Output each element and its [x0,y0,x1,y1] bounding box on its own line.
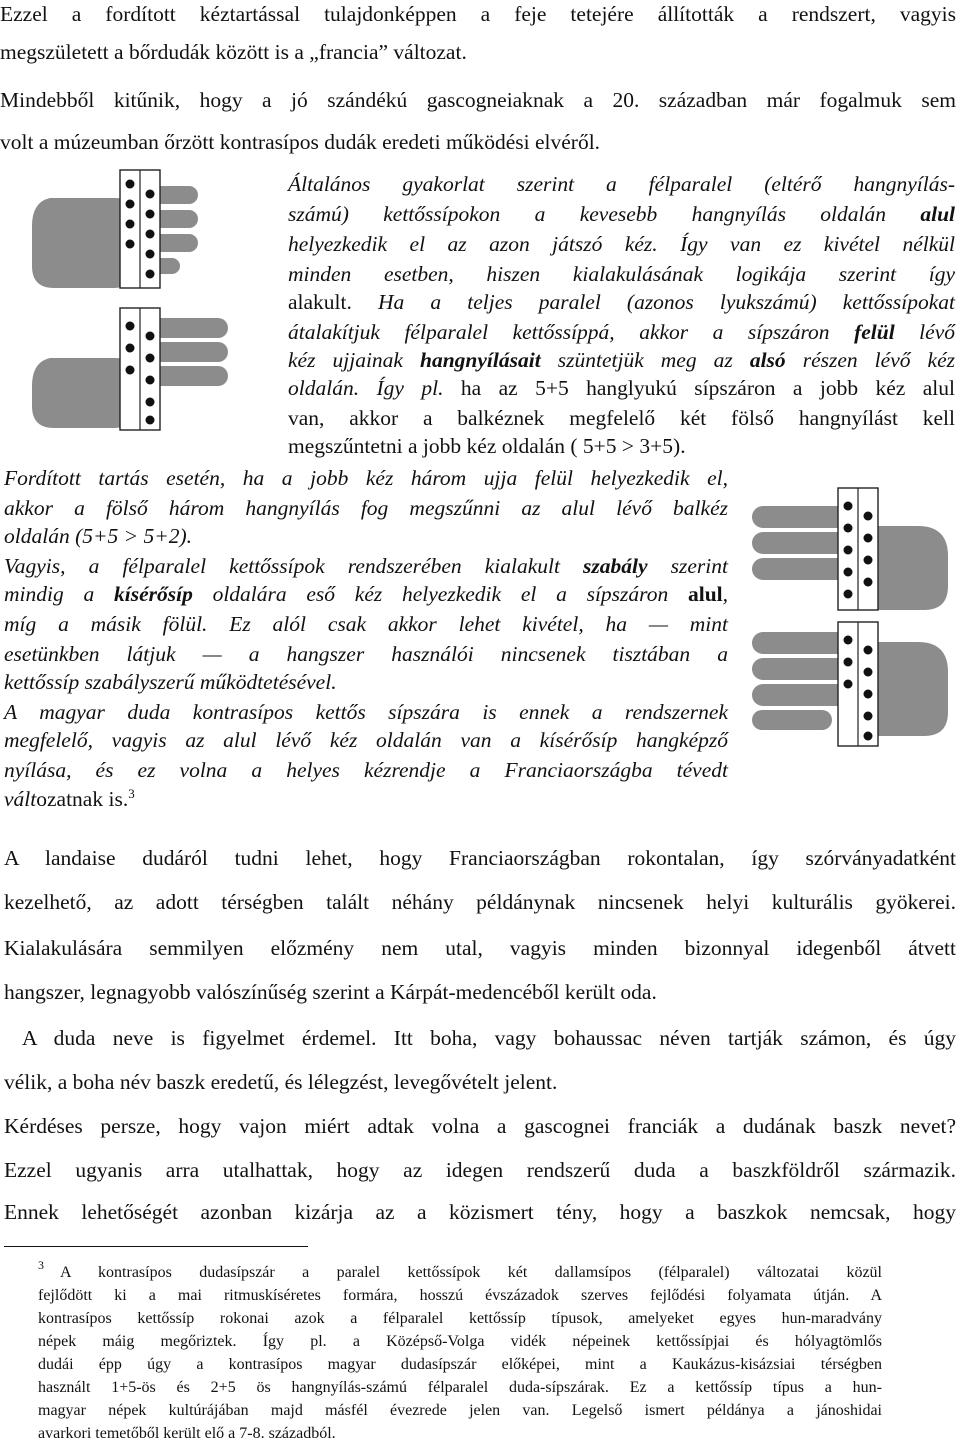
text-line: Ezzel a fordított kéztartással tulajdonképpen a feje tetejére állították a rendszert, vagyis [0,2,956,26]
text-run: ozatnak is. [36,787,129,812]
text-run: hangnyílásait [420,348,541,372]
text-line: Kérdéses persze, hogy vajon miért adtak volna a gascognei franciák a dudának baszk nevet? [4,1114,956,1138]
text-run: Általános gyakorlat szerint a félparalel (eltérő hangnyílás- [288,172,955,196]
text-run: szerint [647,554,728,578]
text-run: megszűntetni a jobb kéz oldalán ( 5+5 > 3+5). [288,434,686,458]
text-line [288,406,955,431]
text-line: Mindebből kitűnik, hogy a jó szándékú gascogneiaknak a 20. században már fogalmuk sem [0,88,956,112]
text-run: esetünkben látjuk — a hangszer használói nincsenek tisztában a [4,642,728,666]
text-line [4,612,728,637]
text-run: oldalára eső kéz helyezkedik el a sípszáron [192,582,688,606]
footnote-line: kontrasípos kettőssíp rokonai azok a félparalel kettőssíp típusok, amelyeket egyes hun-maradvány [38,1310,882,1327]
text-line: Kialakulására semmilyen előzmény nem utal, vagyis minden bizonnyal idegenből átvett [4,936,956,960]
fingering-illustration-left [20,168,230,438]
text-line: vélik, a boha név baszk eredetű, és lélegzést, levegővételt jelent. [4,1070,558,1094]
text-line: A landaise dudáról tudni lehet, hogy Franciaországban rokontalan, így szórványadatként [4,846,956,870]
footnote-line: avarkori temetőből került elő a 7-8. századból. [38,1425,336,1442]
text-line [288,232,955,257]
text-line [4,524,728,549]
footnote-line: A kontrasípos dudasípszár a paralel kettőssípok két dallamsípos (félparalel) változatai közül [60,1264,882,1281]
fingering-illustration-right [748,486,960,754]
text-run: míg a másik fölül. Ez alól csak akkor lehet kivétel, ha — mint [4,612,728,636]
text-line [288,262,955,287]
text-line [288,348,955,373]
text-run: alakult. [288,290,352,314]
footnote-line: magyar népek kultúrájában majd másfél évezrede jelen van. Legelső ismert példánya a jánoshidai [38,1402,882,1419]
text-line: A duda neve is figyelmet érdemel. Itt boha, vagy bohaussac néven tartják számon, és úgy [22,1026,956,1050]
text-line [4,582,728,607]
text-run: akkor a fölső három hangnyílás fog megszűnni az alul lévő balkéz [4,496,728,520]
text-run: alul [920,202,955,226]
text-run: alul [687,582,723,606]
text-run: részen lévő kéz [785,348,955,372]
text-line [4,786,728,812]
text-run: kéz ujjainak [288,348,421,372]
text-line [288,290,955,315]
text-run: kísérősíp [113,582,193,606]
text-run: lévő [894,320,955,344]
hand-diagram-lower [752,622,948,746]
text-line [4,496,728,521]
text-run: alsó [749,348,786,372]
text-run: felül [854,320,895,344]
text-line [288,320,955,345]
text-line: Ezzel ugyanis arra utalhattak, hogy az idegen rendszerű duda a baszkföldről származik. [4,1158,956,1182]
text-run: helyezkedik el az azon játszó kéz. Így van ez kivétel nélkül [288,232,955,256]
footnote-line: használt 1+5-ös és 2+5 ös hangnyílás-számú félparalel duda-sípszárak. Ez a kettőssíp típus a hun- [38,1379,882,1396]
text-run: szüntetjük meg az [540,348,750,372]
text-run: 3 [128,786,135,801]
text-line: megszületett a bőrdudák között is a „francia” változat. [0,40,467,64]
text-run: megfelelő, vagyis az alul lévő kéz oldalán van a kísérősíp hangképző [4,728,728,752]
text-line [288,172,955,197]
text-run: Ha a teljes paralel (azonos lyukszámú) kettőssípokat [351,290,955,314]
footnote-number: 3 [38,1258,44,1272]
footnote-line: dudái épp úgy a kontrasípos magyar dudasípszár előképei, mint a Kaukázus-kisázsiai térségben [38,1356,882,1373]
text-line: volt a múzeumban őrzött kontrasípos dudák eredeti működési elvéről. [0,130,601,154]
text-run: minden esetben, hiszen kialakulásának logikája szerint így [288,262,955,286]
text-run: Vagyis, a félparalel kettőssípok rendszerében kialakult [4,554,584,578]
text-line [4,728,728,753]
text-line [288,202,955,227]
text-line [4,642,728,667]
text-run: van, akkor a balkéznek megfelelő két fölső hangnyílást kell [288,406,955,430]
footnote-line: fejlődött ki a mai ritmuskíséretes formára, hosszú évszázadok szerves fejlődési folyamata útján. A [38,1287,882,1304]
text-run: mindig a [4,582,114,606]
text-line: kezelhető, az adott térségben talált néhány példánynak nincsenek helyi kulturális gyökerei. [4,890,956,914]
text-run: kettőssíp szabályszerű működtetésével. [4,670,337,694]
text-run: számú) kettőssípokon a kevesebb hangnyílás oldalán [288,202,921,226]
footnote-line: népek máig megőriztek. Így pl. a Középső-Volga vidék népeinek kettőssípjai és hólyagtömlős [38,1333,882,1350]
text-run: oldalán (5+5 > 5+2). [4,524,193,548]
text-line [4,466,728,491]
text-run: szabály [583,554,648,578]
text-run: vált [4,787,37,812]
text-line [288,434,955,459]
text-run: átalakítjuk félparalel kettőssíppá, akkor a sípszáron [288,320,855,344]
text-line [4,554,728,579]
text-line [288,376,955,401]
footnote-separator [4,1246,308,1247]
hand-diagram-lower [32,308,228,430]
text-run: ha az 5+5 hanglyukú sípszáron a jobb kéz alul [460,376,955,400]
text-run: , [722,582,729,606]
hand-diagram-upper [32,170,198,288]
text-run: Fordított tartás esetén, ha a jobb kéz három ujja felül helyezkedik el, [4,466,728,490]
text-run: nyílása, és ez volna a helyes kézrendje a Franciaországba tévedt [4,758,728,782]
text-line [4,670,728,695]
hand-diagram-upper [752,488,948,610]
text-line: hangszer, legnagyobb valószínűség szerint a Kárpát-medencéből került oda. [4,980,657,1004]
text-line [4,700,728,725]
text-line [4,758,728,783]
text-line: Ennek lehetőségét azonban kizárja az a közismert tény, hogy a baszkok nemcsak, hogy [4,1200,956,1224]
text-run: A magyar duda kontrasípos kettős sípszára is ennek a rendszernek [4,700,728,724]
text-run: oldalán. Így pl. [288,376,461,400]
